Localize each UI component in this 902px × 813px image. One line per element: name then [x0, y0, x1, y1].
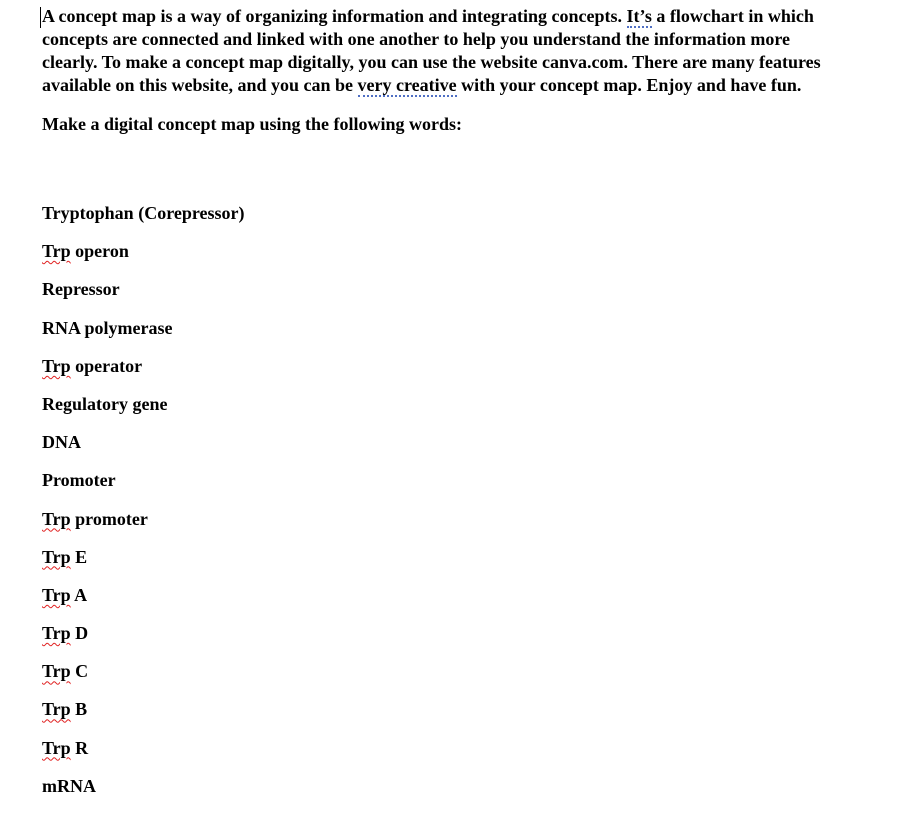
spellcheck-flag[interactable]: Trp — [42, 241, 71, 262]
word-text: Tryptophan (Corepressor) — [42, 203, 245, 223]
word-item — [42, 431, 245, 469]
word-item — [42, 317, 245, 355]
word-item — [42, 393, 245, 431]
spellcheck-flag[interactable]: Trp — [42, 546, 71, 567]
spellcheck-flag[interactable]: Trp — [42, 355, 71, 376]
document-page[interactable] — [42, 5, 842, 796]
word-text: R — [70, 737, 89, 758]
word-item — [42, 508, 245, 546]
word-text: Regulatory gene — [42, 393, 168, 414]
spellcheck-flag[interactable]: Trp — [42, 584, 71, 605]
spellcheck-flag[interactable]: Trp — [42, 699, 71, 720]
word-text: operon — [70, 241, 129, 262]
word-item — [42, 622, 245, 660]
word-item — [42, 240, 245, 278]
grammar-flag-its[interactable]: It’s — [626, 6, 652, 26]
word-item — [42, 775, 245, 813]
word-text: D — [70, 623, 89, 644]
word-item — [42, 698, 245, 736]
word-item — [42, 355, 245, 393]
word-item — [42, 202, 245, 240]
word-text: C — [70, 661, 89, 682]
word-item — [42, 737, 245, 775]
spellcheck-flag[interactable]: Trp — [42, 623, 71, 644]
word-text: A — [70, 584, 88, 605]
intro-text-part1: A concept map is a way of organizing information and integrating concepts. — [42, 6, 627, 26]
spellcheck-flag[interactable]: Trp — [42, 661, 71, 682]
word-text: B — [70, 699, 88, 720]
word-list — [42, 202, 245, 813]
intro-paragraph[interactable] — [42, 5, 842, 97]
word-text: DNA — [42, 432, 81, 453]
intro-text-part3: with your concept map. Enjoy and have fun. — [456, 75, 802, 95]
word-text: Repressor — [42, 279, 120, 300]
word-text: promoter — [70, 508, 148, 529]
word-item — [42, 546, 245, 584]
spellcheck-flag[interactable]: Trp — [42, 737, 71, 758]
grammar-flag-very-creative[interactable]: very creative — [357, 75, 457, 95]
word-item — [42, 660, 245, 698]
word-item — [42, 584, 245, 622]
spellcheck-flag[interactable]: Trp — [42, 508, 71, 529]
word-item — [42, 469, 245, 507]
intro-text-part2: a flowchart in which concepts are connected and linked with one another to help you understand the information more clearly. To make a concept map digitally, you can use the website canva.com. There are many features available on this website, and you can be — [42, 6, 821, 95]
word-text: RNA polymerase — [42, 317, 173, 338]
text-cursor — [40, 7, 41, 28]
word-text: operator — [70, 355, 143, 376]
word-text: E — [70, 546, 88, 567]
word-item — [42, 278, 245, 316]
instruction-line: Make a digital concept map using the following words: — [42, 114, 463, 134]
word-text: mRNA — [42, 775, 96, 796]
word-text: Promoter — [42, 470, 116, 491]
